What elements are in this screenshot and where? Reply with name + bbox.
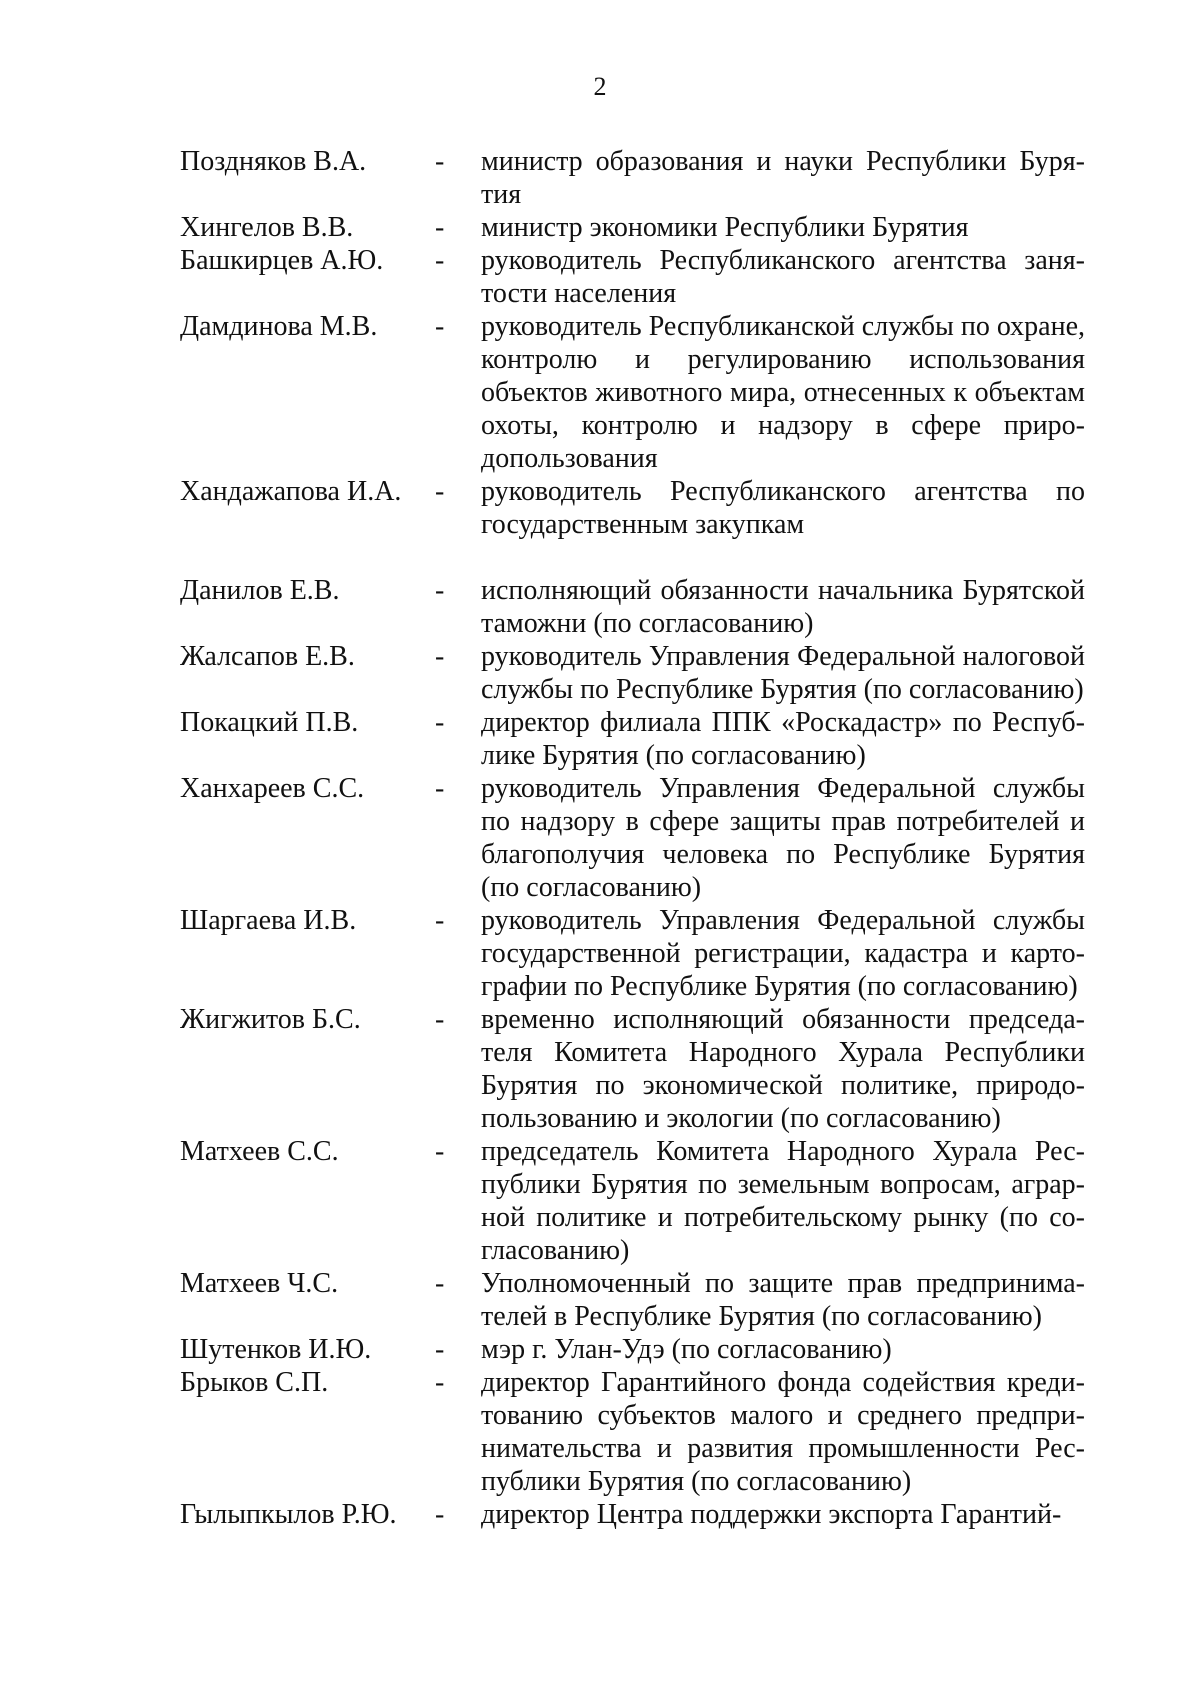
member-role: исполняющий обязанности начальника Бурятской таможни (по согласованию) <box>481 575 1085 639</box>
member-role: руководитель Республиканского агентства занятости населения <box>481 245 1085 309</box>
member-separator: - <box>435 1004 445 1035</box>
member-name: Гылыпкылов Р.Ю. <box>180 1499 397 1530</box>
member-name: Жалсапов Е.В. <box>180 641 355 672</box>
member-separator: - <box>435 146 445 177</box>
member-separator: - <box>435 641 445 672</box>
member-separator: - <box>435 1499 445 1530</box>
member-row <box>180 1135 1085 1267</box>
member-row <box>180 145 1085 211</box>
member-role: временно исполняющий обязанности председателя Комитета Народного Хурала Республики Бурятия по экономической политике, природопользованию и экологии (по согласованию) <box>481 1004 1085 1134</box>
member-separator: - <box>435 905 445 936</box>
page-number: 2 <box>593 72 607 101</box>
member-row <box>180 1267 1085 1333</box>
member-row <box>180 1366 1085 1498</box>
member-name: Хандажапова И.А. <box>180 476 402 507</box>
member-row <box>180 640 1085 706</box>
member-role: директор Гарантийного фонда содействия кредитованию субъектов малого и среднего предпринимательства и развития промышленности Республики Бурятия (по согласованию) <box>481 1367 1085 1497</box>
member-role: мэр г. Улан-Удэ (по согласованию) <box>481 1334 892 1365</box>
member-name: Данилов Е.В. <box>180 575 340 606</box>
member-role: руководитель Управления Федеральной службы по надзору в сфере защиты прав потребителей и благополучия человека по Республике Бурятия (по согласованию) <box>481 773 1085 903</box>
member-separator: - <box>435 1367 445 1398</box>
member-row <box>180 904 1085 1003</box>
member-name: Поздняков В.А. <box>180 146 367 177</box>
member-role: руководитель Управления Федеральной налоговой службы по Республике Бурятия (по согласованию) <box>481 641 1085 705</box>
member-name: Шутенков И.Ю. <box>180 1334 372 1365</box>
member-role: министр образования и науки Республики Бурятия <box>481 146 1085 210</box>
member-row <box>180 706 1085 772</box>
member-role: руководитель Республиканского агентства по государственным закупкам <box>481 476 1085 540</box>
member-separator: - <box>435 311 445 342</box>
member-row <box>180 574 1085 640</box>
member-row <box>180 244 1085 310</box>
member-row <box>180 1333 1085 1366</box>
member-separator: - <box>435 773 445 804</box>
member-row <box>180 1003 1085 1135</box>
member-role: председатель Комитета Народного Хурала Республики Бурятия по земельным вопросам, аграрной политике и потребительскому рынку (по согласованию) <box>481 1136 1085 1266</box>
member-separator: - <box>435 212 445 243</box>
member-name: Матхеев С.С. <box>180 1136 339 1167</box>
member-role: министр экономики Республики Бурятия <box>481 212 969 243</box>
member-row <box>180 310 1085 475</box>
member-separator: - <box>435 245 445 276</box>
member-name: Брыков С.П. <box>180 1367 329 1398</box>
member-name: Покацкий П.В. <box>180 707 359 738</box>
member-separator: - <box>435 1136 445 1167</box>
member-name: Хингелов В.В. <box>180 212 354 243</box>
member-name: Ханхареев С.С. <box>180 773 365 804</box>
member-name: Матхеев Ч.С. <box>180 1268 339 1299</box>
member-name: Дамдинова М.В. <box>180 311 378 342</box>
member-separator: - <box>435 476 445 507</box>
member-role: руководитель Республиканской службы по охране, контролю и регулированию использования объектов животного мира, отнесенных к объектам охоты, контролю и надзору в сфере природопользования <box>481 311 1085 474</box>
member-separator: - <box>435 1334 445 1365</box>
member-list <box>180 145 1085 1531</box>
member-separator: - <box>435 575 445 606</box>
member-name: Шаргаева И.В. <box>180 905 357 936</box>
member-separator: - <box>435 1268 445 1299</box>
member-role: директор Центра поддержки экспорта Гарантий- <box>481 1499 1062 1530</box>
member-role: руководитель Управления Федеральной службы государственной регистрации, кадастра и картографии по Республике Бурятия (по согласованию) <box>481 905 1085 1002</box>
member-role: директор филиала ППК «Роскадастр» по Республике Бурятия (по согласованию) <box>481 707 1085 771</box>
member-role: Уполномоченный по защите прав предпринимателей в Республике Бурятия (по согласованию) <box>481 1268 1085 1332</box>
member-row <box>180 211 1085 244</box>
member-name: Жигжитов Б.С. <box>180 1004 361 1035</box>
member-row <box>180 1498 1085 1531</box>
member-row <box>180 772 1085 904</box>
member-separator: - <box>435 707 445 738</box>
member-row <box>180 475 1085 541</box>
member-name: Башкирцев А.Ю. <box>180 245 384 276</box>
